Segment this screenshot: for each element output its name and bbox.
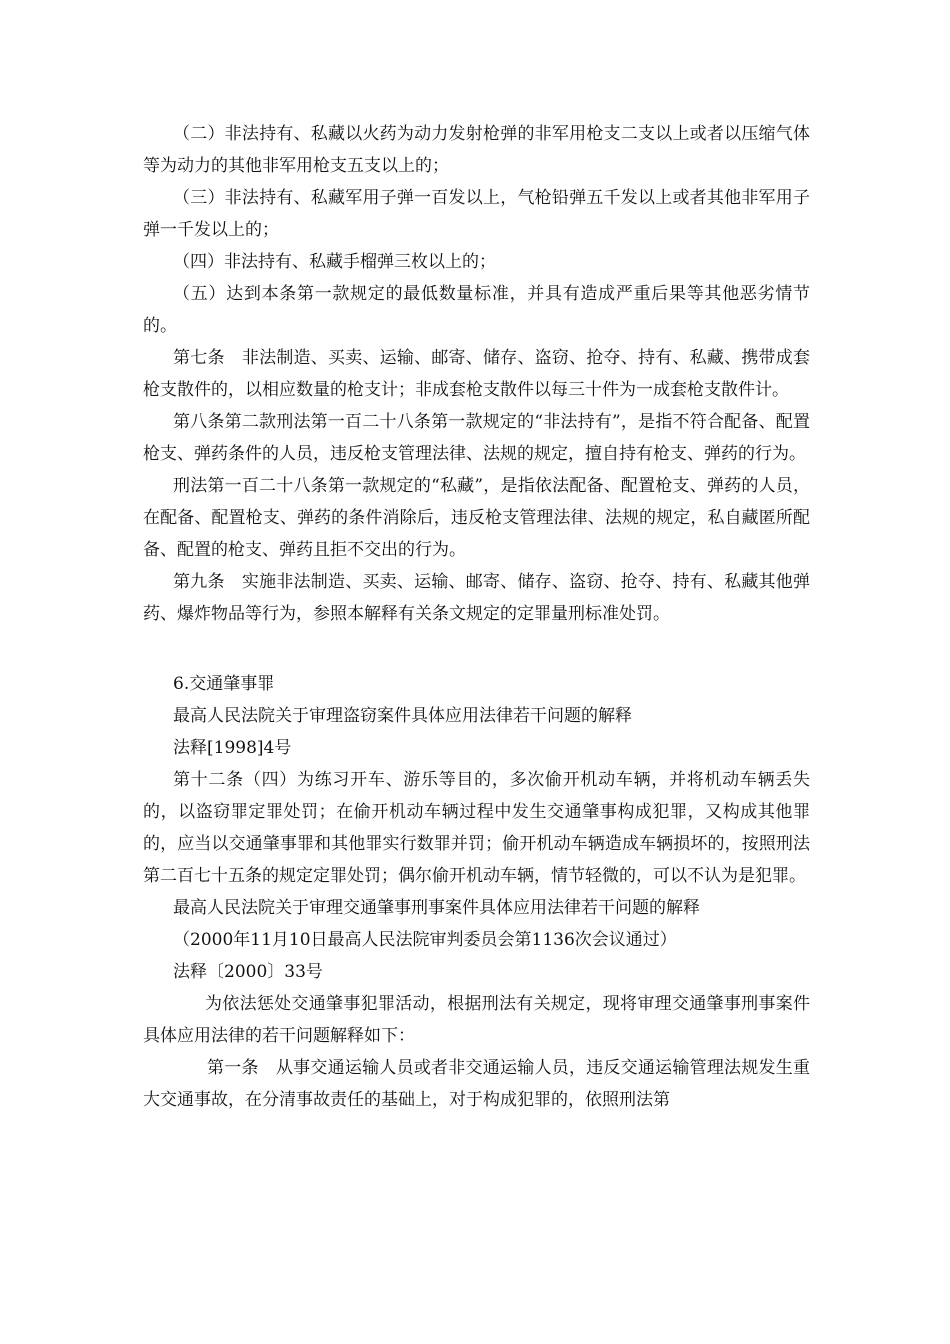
document-number-2000: 法释〔2000〕33号: [173, 962, 323, 982]
document-title-theft: 最高人民法院关于审理盗窃案件具体应用法律若干问题的解释: [173, 706, 632, 726]
paragraph-preface: 为依法惩处交通肇事犯罪活动，根据刑法有关规定，现将审理交通肇事刑事案件具体应用法律的若干问题解释如下：: [143, 994, 810, 1046]
paragraph-item-4: （四）非法持有、私藏手榴弹三枚以上的；: [173, 252, 496, 272]
section-gap: [143, 630, 810, 668]
paragraph-article-8: 第八条第二款刑法第一百二十八条第一款规定的“非法持有”，是指不符合配备、配置枪支、弹药条件的人员，违反枪支管理法律、法规的规定，擅自持有枪支、弹药的行为。: [143, 412, 810, 464]
paragraph-article-9: 第九条 实施非法制造、买卖、运输、邮寄、储存、盗窃、抢夺、持有、私藏其他弹药、爆炸物品等行为，参照本解释有关条文规定的定罪量刑标准处罚。: [143, 572, 810, 624]
paragraph-article-1: 第一条 从事交通运输人员或者非交通运输人员，违反交通运输管理法规发生重大交通事故，在分清事故责任的基础上，对于构成犯罪的，依照刑法第: [143, 1058, 810, 1110]
paragraph-private-storage: 刑法第一百二十八条第一款规定的“私藏”，是指依法配备、配置枪支、弹药的人员，在配备、配置枪支、弹药的条件消除后，违反枪支管理法律、法规的规定，私自藏匿所配备、配置的枪支、弹药且拒不交出的行为。: [143, 476, 810, 560]
paragraph-item-3: （三）非法持有、私藏军用子弹一百发以上，气枪铅弹五千发以上或者其他非军用子弹一千发以上的；: [143, 188, 810, 240]
meeting-note: （2000年11月10日最高人民法院审判委员会第1136次会议通过）: [173, 930, 677, 950]
paragraph-item-2: （二）非法持有、私藏以火药为动力发射枪弹的非军用枪支二支以上或者以压缩气体等为动力的其他非军用枪支五支以上的；: [143, 124, 810, 176]
paragraph-article-7: 第七条 非法制造、买卖、运输、邮寄、储存、盗窃、抢夺、持有、私藏、携带成套枪支散件的，以相应数量的枪支计；非成套枪支散件以每三十件为一成套枪支散件计。: [143, 348, 810, 400]
paragraph-article-12: 第十二条（四）为练习开车、游乐等目的，多次偷开机动车辆，并将机动车辆丢失的，以盗窃罪定罪处罚；在偷开机动车辆过程中发生交通肇事构成犯罪，又构成其他罪的，应当以交通肇事罪和其他罪实行数罪并罚；偷开机动车辆造成车辆损坏的，按照刑法第二百七十五条的规定定罪处罚；偶尔偷开机动车辆，情节轻微的，可以不认为是犯罪。: [143, 770, 810, 886]
document-title-traffic: 最高人民法院关于审理交通肇事刑事案件具体应用法律若干问题的解释: [173, 898, 700, 918]
document-number-1998: 法释[1998]4号: [173, 738, 292, 758]
paragraph-item-5: （五）达到本条第一款规定的最低数量标准，并具有造成严重后果等其他恶劣情节的。: [143, 284, 810, 336]
section-heading: 6.交通肇事罪: [173, 674, 275, 694]
